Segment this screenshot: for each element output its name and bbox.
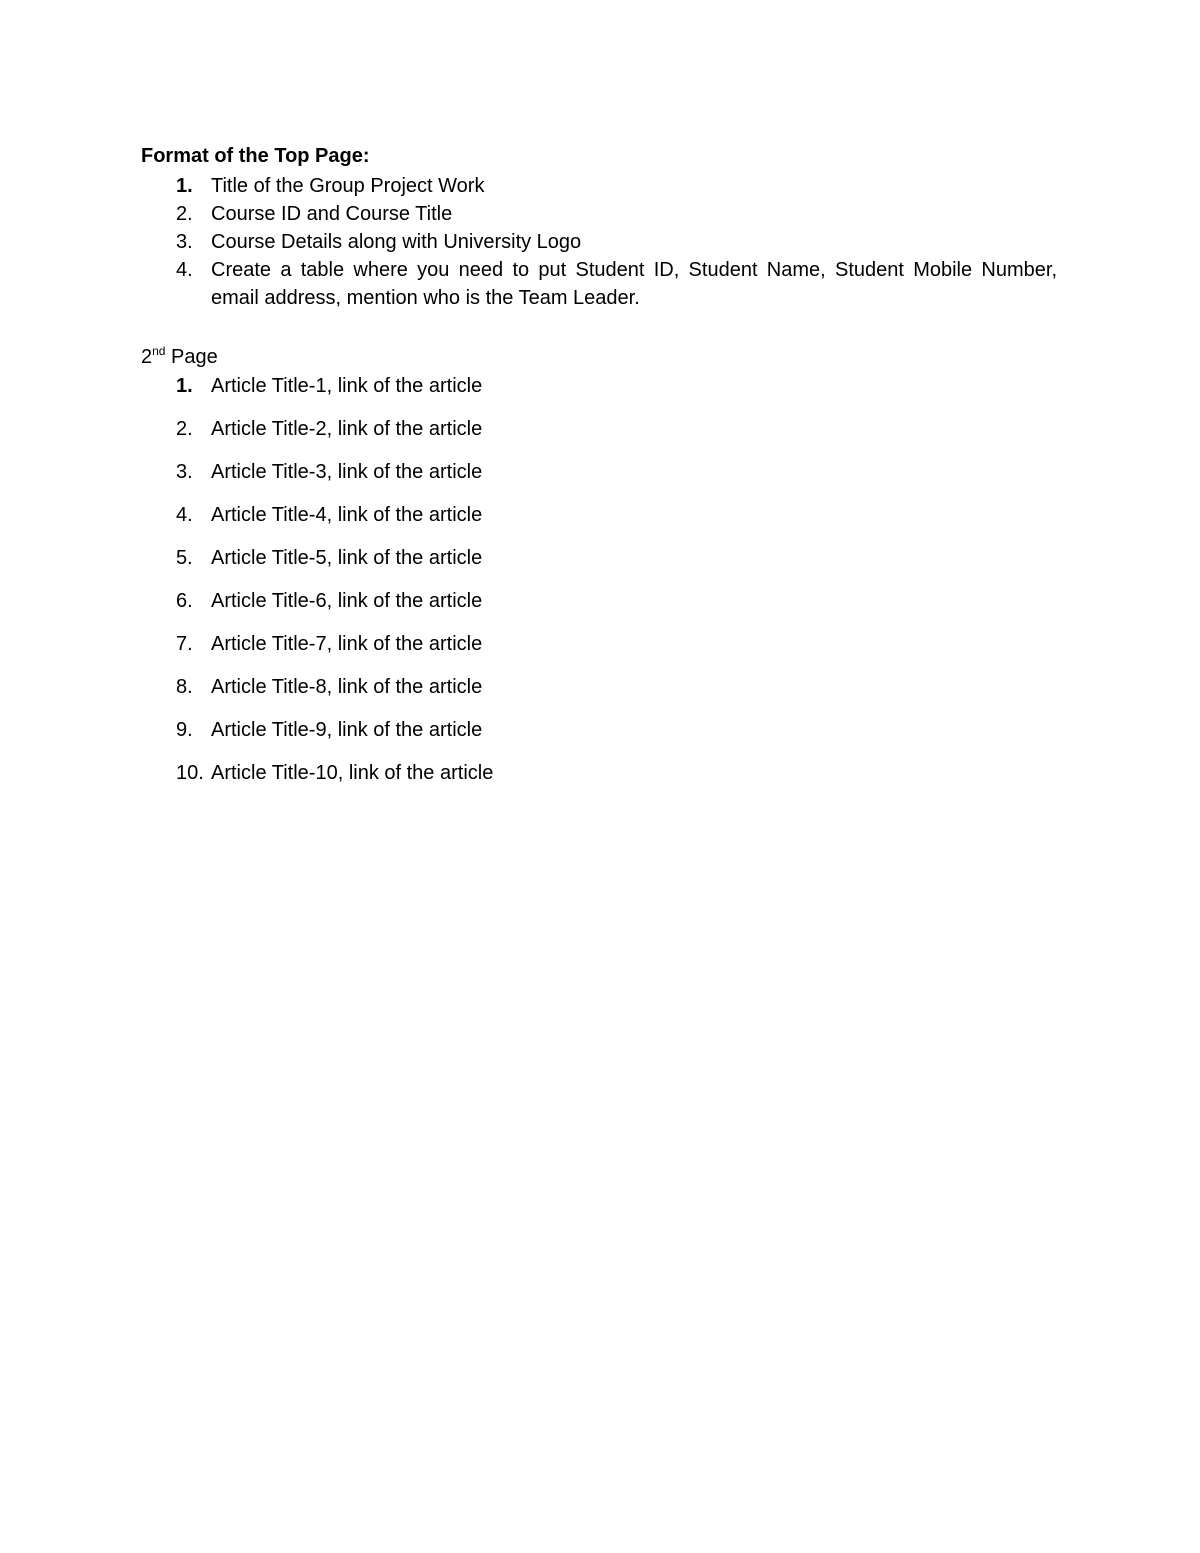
list-text: Article Title-10, link of the article [211,762,494,784]
list-item [141,372,1057,415]
list-number: 1. [176,375,193,397]
list-number: 6. [176,590,193,612]
list-item [141,458,1057,501]
list-item [141,759,1057,802]
list-item [141,587,1057,630]
article-list [141,372,1057,802]
top-page-heading: Format of the Top Page: [141,145,370,167]
second-page-heading [141,342,1057,372]
list-item [141,630,1057,673]
list-text: Article Title-3, link of the article [211,461,483,483]
list-number: 4. [176,504,193,526]
list-number: 9. [176,719,193,741]
list-number: 2. [176,418,193,440]
list-number: 1. [176,175,193,197]
list-number: 10. [176,762,204,784]
list-item [141,501,1057,544]
list-text: Article Title-5, link of the article [211,547,483,569]
list-text: Article Title-8, link of the article [211,676,483,698]
top-page-list [141,172,1057,312]
list-item [141,415,1057,458]
list-text: Course Details along with University Logo [211,231,582,253]
list-number: 4. [176,259,193,281]
ordinal-suffix: nd [152,344,166,358]
list-number: 7. [176,633,193,655]
list-number: 2. [176,203,193,225]
list-number: 8. [176,676,193,698]
list-text: Article Title-4, link of the article [211,504,483,526]
list-text: Create a table where you need to put Student ID, Student Name, Student Mobile Number, email address, mention who is the Team Leader. [211,259,1057,309]
list-text: Article Title-7, link of the article [211,633,483,655]
list-number: 3. [176,461,193,483]
second-page-label: Page [165,346,218,368]
document-body [141,140,1057,802]
list-text: Course ID and Course Title [211,203,453,225]
list-item [141,172,1057,200]
list-item [141,228,1057,256]
list-number: 3. [176,231,193,253]
list-item [141,673,1057,716]
list-item [141,544,1057,587]
list-text: Article Title-9, link of the article [211,719,483,741]
list-text: Article Title-6, link of the article [211,590,483,612]
list-item [141,716,1057,759]
second-page-number: 2 [141,346,153,368]
list-text: Article Title-1, link of the article [211,375,483,397]
list-text: Article Title-2, link of the article [211,418,483,440]
list-item [141,256,1057,312]
list-text: Title of the Group Project Work [211,175,485,197]
list-item [141,200,1057,228]
list-number: 5. [176,547,193,569]
